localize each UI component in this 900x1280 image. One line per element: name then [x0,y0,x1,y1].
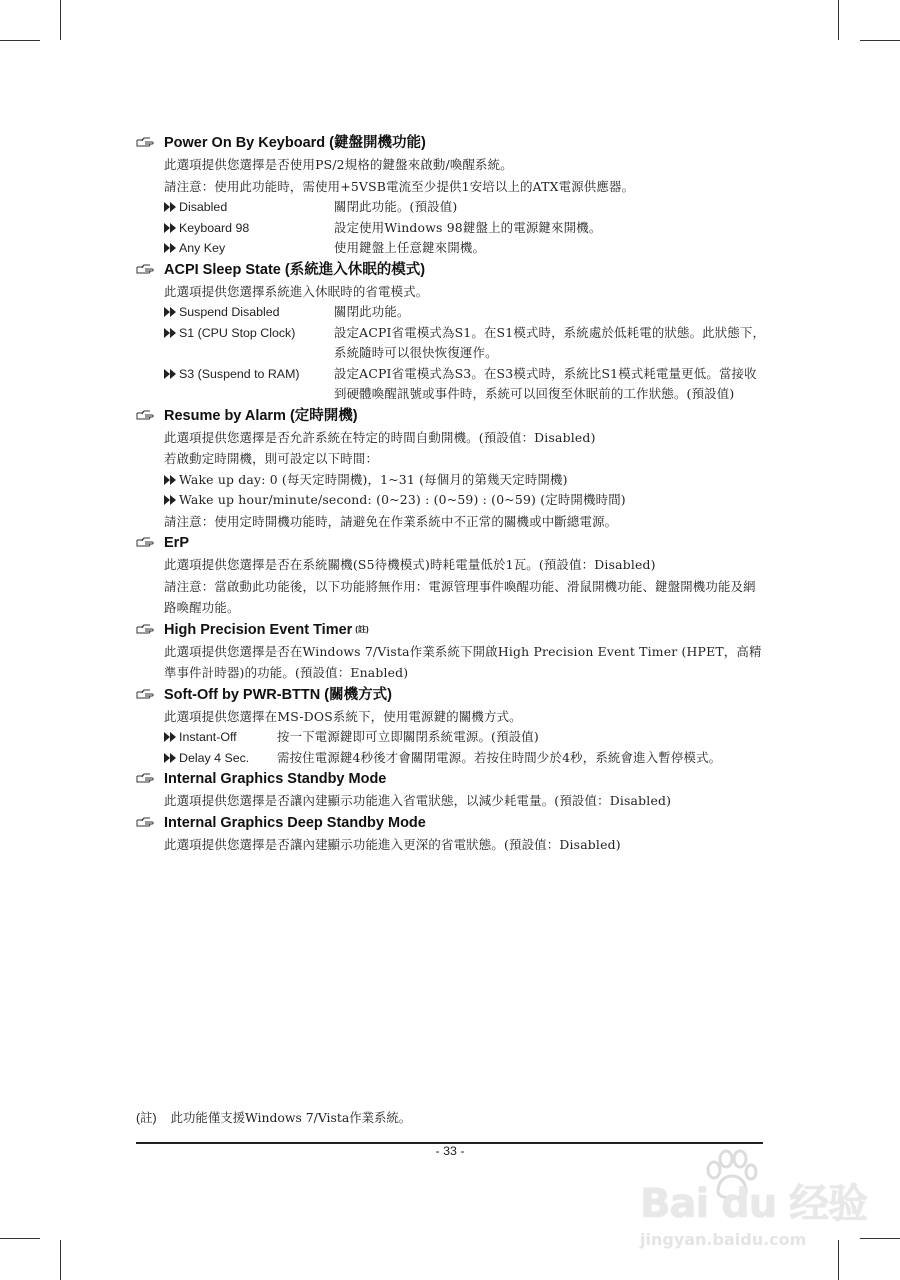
option-key: S3 (Suspend to RAM) [179,366,300,381]
footnote [136,1108,411,1126]
section-soft-off-by-pwr-bttn [136,684,766,769]
pointing-hand-icon [136,264,154,276]
paragraph: 此選項提供您選擇是否在系統關機(S5待機模式)時耗電量低於1瓦。(預設值：Disabled) [164,557,656,572]
section-heading [136,532,766,554]
paragraph: 請注意：使用此功能時，需使用+5VSB電流至少提供1安培以上的ATX電源供應器。 [164,178,635,194]
page-number: - 33 - [435,1144,465,1158]
option-value: 按一下電源鍵即可立即關閉系統電源。(預設值) [277,729,539,744]
section-heading [136,768,766,790]
section-resume-by-alarm [136,405,766,533]
option-key: Suspend Disabled [179,305,280,319]
option-value: 關閉此功能。 [334,304,410,319]
option-row [136,238,766,259]
option-row [136,748,766,769]
option-value: 設定ACPI省電模式為S3。在S3模式時，系統比S1模式耗電量更低。當接收到硬體喚醒訊號或事件時，系統可以回復至休眠前的工作狀態。(預設值) [334,365,757,401]
section-heading [136,132,766,154]
pointing-hand-icon [136,689,154,701]
crop-mark [0,40,40,41]
section-heading [136,812,766,834]
section-heading [136,259,766,281]
pointing-hand-icon [136,773,154,785]
section-erp [136,532,766,619]
section-high-precision-event-timer [136,619,766,684]
heading-text: Soft-Off by PWR-BTTN (關機方式) [164,686,392,703]
pointing-hand-icon [136,410,154,422]
paragraph: 此選項提供您選擇是否使用PS/2規格的鍵盤來啟動/喚醒系統。 [164,157,513,172]
option-key: Keyboard 98 [179,220,250,235]
paragraph: 請注意：使用定時開機功能時，請避免在作業系統中不正常的關機或中斷總電源。 [164,513,618,529]
double-arrow-icon [164,753,176,763]
pointing-hand-icon [136,624,154,636]
pointing-hand-icon [136,817,154,829]
heading-text: Internal Graphics Standby Mode [164,771,387,787]
paragraph: 此選項提供您選擇是否讓內建顯示功能進入更深的省電狀態。(預設值：Disabled) [164,836,621,852]
crop-mark [0,1238,40,1239]
double-arrow-icon [164,732,176,742]
section-heading [136,684,766,706]
option-key: Delay 4 Sec. [179,750,250,765]
paragraph: 此選項提供您選擇在MS-DOS系統下，使用電源鍵的關機方式。 [164,708,522,724]
paragraph: 若啟動定時開機，則可設定以下時間： [164,451,379,466]
crop-mark [60,0,61,40]
bullet-row [136,470,766,491]
pointing-hand-icon [136,537,154,549]
double-arrow-icon [164,495,176,505]
double-arrow-icon [164,328,176,338]
bullet-row [136,490,766,511]
crop-mark [60,1240,61,1280]
option-row [136,218,766,239]
option-value: 需按住電源鍵4秒後才會關閉電源。若按住時間少於4秒，系統會進入暫停模式。 [277,749,722,765]
footnote-tag: (註) [136,1111,157,1125]
option-key: Instant-Off [179,730,237,744]
footnote-text: 此功能僅支援Windows 7/Vista作業系統。 [170,1110,412,1125]
option-value: 關閉此功能。(預設值) [334,199,458,214]
heading-text: Internal Graphics Deep Standby Mode [164,814,426,831]
paragraph: 此選項提供您選擇是否讓內建顯示功能進入省電狀態，以減少耗電量。(預設值：Disabled) [164,793,672,808]
option-value: 設定ACPI省電模式為S1。在S1模式時，系統處於低耗電的狀態。此狀態下，系統隨時可以很快恢復運作。 [334,324,766,360]
heading-text: Power On By Keyboard (鍵盤開機功能) [164,135,426,151]
heading-text: Resume by Alarm (定時開機) [164,407,358,424]
section-power-on-by-keyboard [136,132,766,259]
option-row [136,364,766,405]
bullet-text: Wake up hour/minute/second: (0~23) : (0~59) : (0~59) (定時開機時間) [179,492,626,507]
footnote-marker: (註) [355,624,369,634]
section-heading [136,405,766,427]
option-key: Disabled [179,200,228,214]
watermark-url: jingyan.baidu.com [640,1230,807,1249]
section-heading [136,619,766,641]
section-acpi-sleep-state [136,259,766,405]
heading-text: ACPI Sleep State (系統進入休眠的模式) [164,261,426,278]
pointing-hand-icon [136,137,154,149]
crop-mark [860,40,900,41]
option-row [136,323,766,364]
heading-text: ErP [164,535,189,551]
double-arrow-icon [164,307,176,317]
option-key: Any Key [179,241,226,255]
option-value: 使用鍵盤上任意鍵來開機。 [334,240,486,255]
option-row [136,727,766,748]
page-content [136,132,766,855]
option-row [136,197,766,218]
paragraph: 此選項提供您選擇是否允許系統在特定的時間自動開機。(預設值：Disabled) [164,429,596,445]
double-arrow-icon [164,369,176,379]
section-internal-graphics-deep-standby-mode [136,812,766,856]
watermark-logo: Bai du 经验 [640,1181,868,1227]
paragraph: 請注意：當啟動此功能後，以下功能將無作用：電源管理事件喚醒功能、滑鼠開機功能、鍵盤開機功能及網路喚醒功能。 [164,578,756,615]
heading-text: High Precision Event Timer [164,621,353,638]
baidu-watermark [640,1148,870,1268]
option-key: S1 (CPU Stop Clock) [179,325,296,340]
option-value: 設定使用Windows 98鍵盤上的電源鍵來開機。 [334,219,602,235]
option-row [136,302,766,323]
crop-mark [838,0,839,40]
paragraph: 此選項提供您選擇系統進入休眠時的省電模式。 [164,283,429,299]
section-internal-graphics-standby-mode [136,768,766,812]
double-arrow-icon [164,202,176,212]
paragraph: 此選項提供您選擇是否在Windows 7/Vista作業系統下開啟High Precision Event Timer (HPET，高精準事件計時器)的功能。(預設值：Enabled) [164,643,762,680]
double-arrow-icon [164,243,176,253]
double-arrow-icon [164,475,176,485]
double-arrow-icon [164,223,176,233]
bullet-text: Wake up day: 0 (每天定時開機)，1~31 (每個月的第幾天定時開機) [179,471,568,487]
